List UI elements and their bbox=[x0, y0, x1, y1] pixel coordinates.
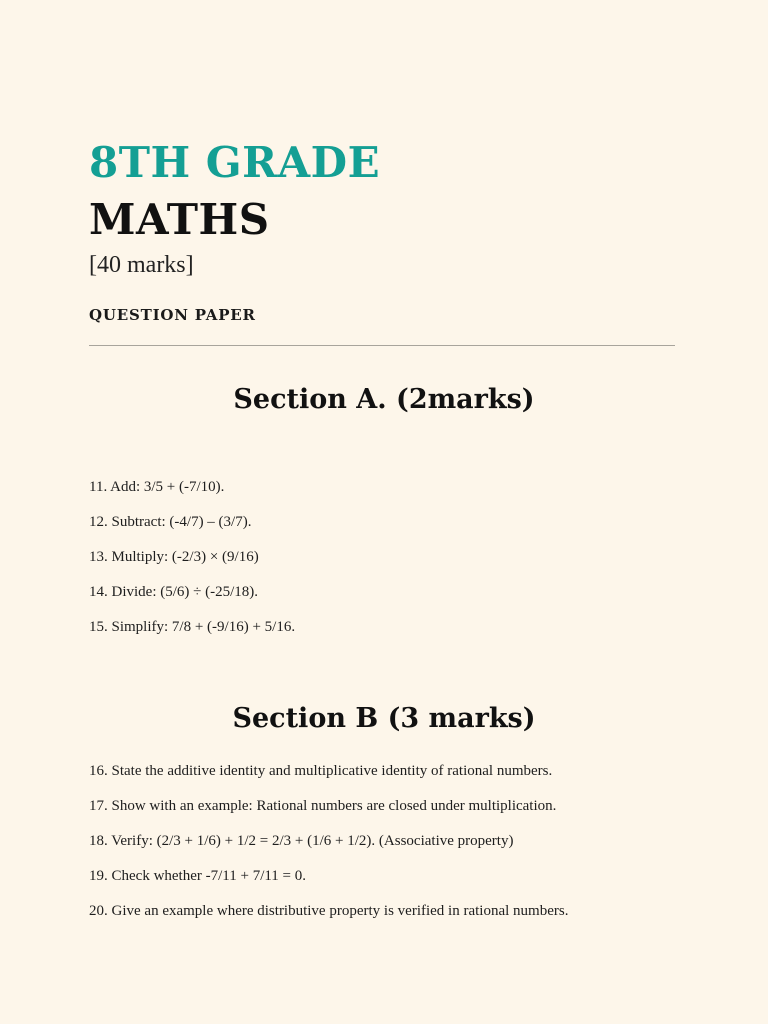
question-item: 12. Subtract: (-4/7) – (3/7). bbox=[89, 514, 252, 530]
section-b-questions bbox=[89, 762, 689, 937]
question-item: 19. Check whether -7/11 + 7/11 = 0. bbox=[89, 868, 307, 884]
question-item: 15. Simplify: 7/8 + (-9/16) + 5/16. bbox=[89, 619, 296, 635]
paper-label: QUESTION PAPER bbox=[89, 306, 256, 324]
section-a-title: Section A. (2marks) bbox=[233, 384, 535, 415]
total-marks: [40 marks] bbox=[89, 252, 194, 278]
header-divider bbox=[89, 345, 675, 346]
section-b-title: Section B (3 marks) bbox=[232, 703, 536, 734]
grade-heading: 8TH GRADE bbox=[89, 138, 381, 187]
question-item: 17. Show with an example: Rational numbers are closed under multiplication. bbox=[89, 798, 557, 814]
question-item: 11. Add: 3/5 + (-7/10). bbox=[89, 479, 225, 495]
section-a-questions bbox=[89, 478, 689, 653]
subject-heading: MATHS bbox=[89, 195, 270, 244]
question-item: 13. Multiply: (-2/3) × (9/16) bbox=[89, 549, 259, 565]
question-item: 20. Give an example where distributive property is verified in rational numbers. bbox=[89, 903, 569, 919]
question-item: 18. Verify: (2/3 + 1/6) + 1/2 = 2/3 + (1/6 + 1/2). (Associative property) bbox=[89, 833, 514, 849]
question-item: 16. State the additive identity and multiplicative identity of rational numbers. bbox=[89, 763, 553, 779]
question-item: 14. Divide: (5/6) ÷ (-25/18). bbox=[89, 584, 259, 600]
